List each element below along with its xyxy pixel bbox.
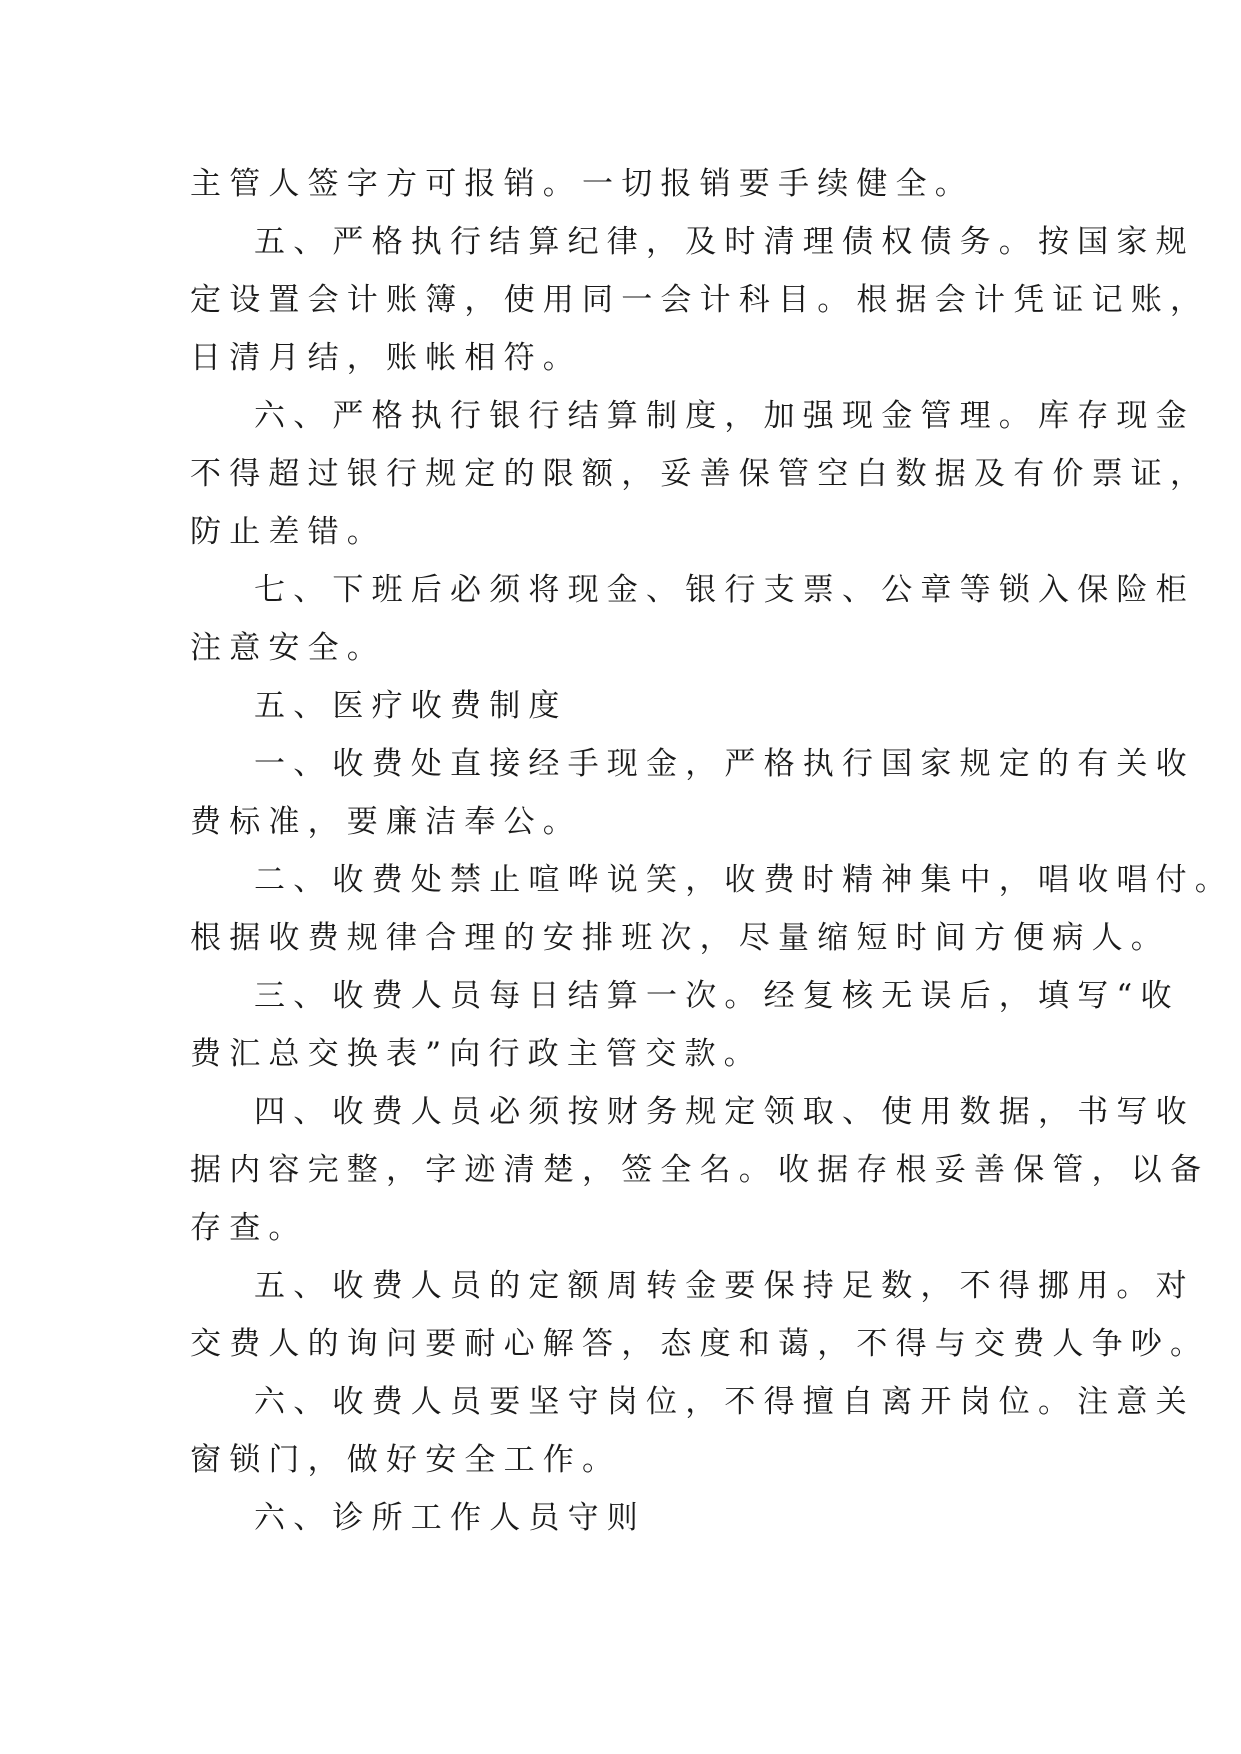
section-heading: 五、医疗收费制度: [254, 688, 568, 724]
text-line: 七、下班后必须将现金、银行支票、公章等锁入保险柜: [254, 572, 1195, 608]
text-line: 主管人签字方可报销。一切报销要手续健全。: [190, 166, 974, 202]
document-body: [190, 155, 1234, 1547]
text-line: 费汇总交换表”向行政主管交款。: [190, 1036, 763, 1072]
text-line: 不得超过银行规定的限额，妥善保管空白数据及有价票证，: [190, 456, 1210, 492]
text-line: 存查。: [190, 1210, 308, 1246]
text-line: 四、收费人员必须按财务规定领取、使用数据，书写收: [254, 1094, 1195, 1130]
text-line: 防止差错。: [190, 514, 386, 550]
text-line: 六、严格执行银行结算制度，加强现金管理。库存现金: [254, 398, 1195, 434]
text-line: 窗锁门，做好安全工作。: [190, 1442, 622, 1478]
text-line: 根据收费规律合理的安排班次，尽量缩短时间方便病人。: [190, 920, 1170, 956]
text-line: 一、收费处直接经手现金，严格执行国家规定的有关收: [254, 746, 1195, 782]
text-line: 日清月结，账帐相符。: [190, 340, 582, 376]
text-line: 交费人的询问要耐心解答，态度和蔼，不得与交费人争吵。: [190, 1326, 1210, 1362]
text-line: 据内容完整，字迹清楚，签全名。收据存根妥善保管，以备: [190, 1152, 1210, 1188]
text-line: 注意安全。: [190, 630, 386, 666]
text-line: 定设置会计账簿，使用同一会计科目。根据会计凭证记账，: [190, 282, 1210, 318]
text-line: 五、收费人员的定额周转金要保持足数，不得挪用。对: [254, 1268, 1195, 1304]
text-line: 费标准，要廉洁奉公。: [190, 804, 582, 840]
section-heading: 六、诊所工作人员守则: [254, 1500, 646, 1536]
text-line: 三、收费人员每日结算一次。经复核无误后，填写“收: [254, 978, 1180, 1014]
text-line: 二、收费处禁止喧哗说笑，收费时精神集中，唱收唱付。: [254, 862, 1234, 898]
text-line: 六、收费人员要坚守岗位，不得擅自离开岗位。注意关: [254, 1384, 1195, 1420]
text-line: 五、严格执行结算纪律，及时清理债权债务。按国家规: [254, 224, 1195, 260]
